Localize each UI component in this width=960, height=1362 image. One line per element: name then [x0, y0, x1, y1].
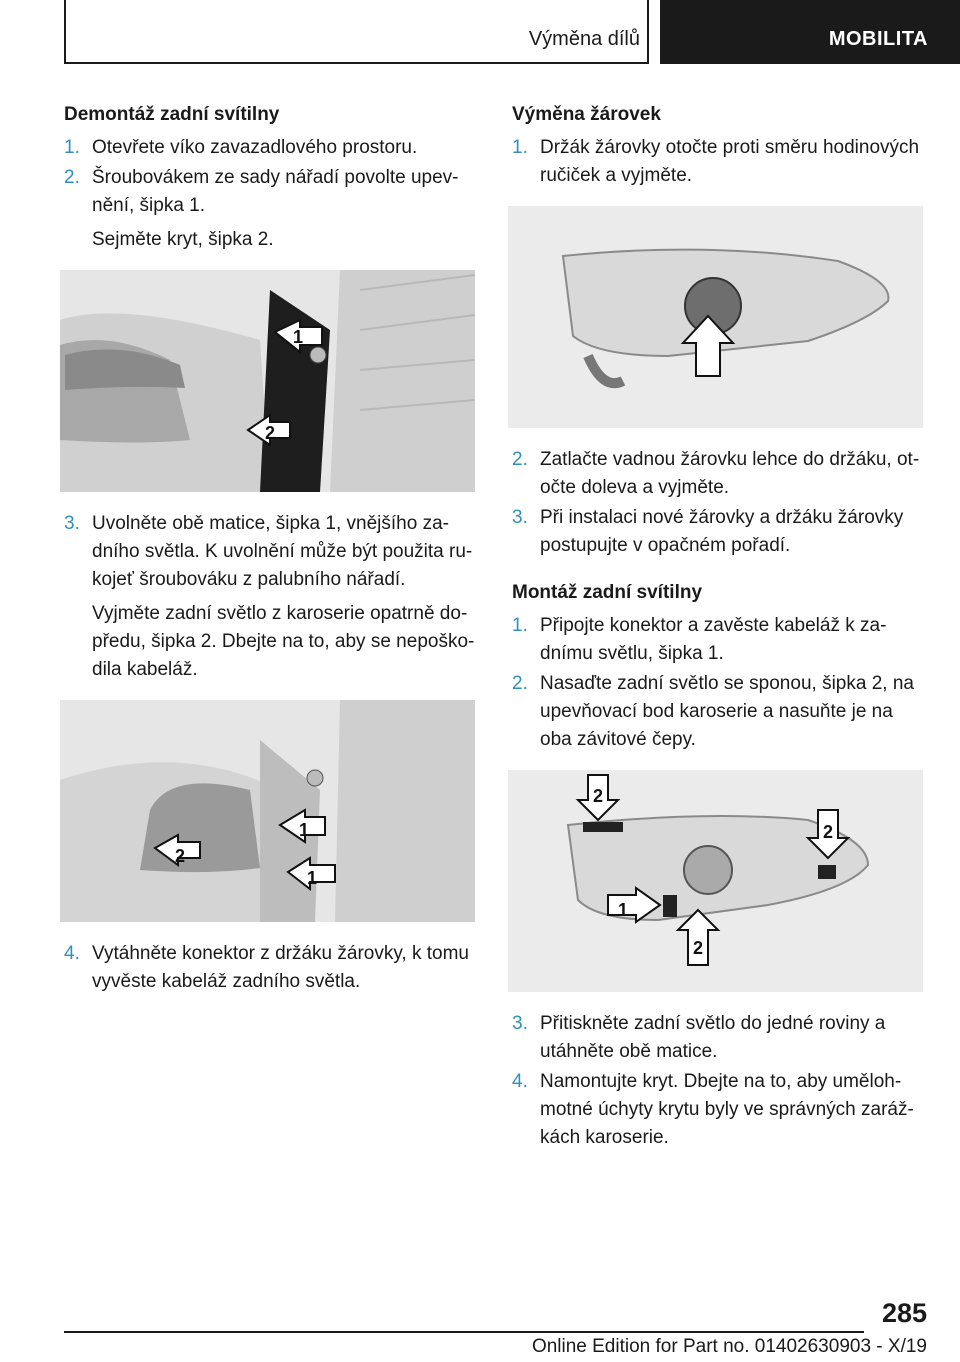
list-item [512, 1010, 927, 1066]
arrow-label: 2 [822, 822, 834, 842]
arrow-label: 2 [264, 423, 276, 443]
heading-bulbs: Výměna žárovek [512, 104, 661, 125]
list-item [512, 1068, 927, 1152]
step-text: Připojte konektor a zavěste kabeláž k zadnímu světlu, šipka 1. [540, 615, 887, 664]
illustration-svg [60, 700, 475, 922]
list-item [512, 134, 927, 190]
arrow-label: 1 [306, 868, 318, 888]
step-text: Při instalaci nové žárovky a držáku žárovky postupujte v opačném pořadí. [540, 507, 904, 556]
list-item [64, 164, 479, 254]
right-column [512, 100, 927, 1152]
step-number: 1. [512, 137, 528, 158]
step-number: 1. [64, 137, 80, 158]
arrow-label: 1 [617, 900, 629, 920]
step-text: Vytáhněte konektor z držáku žárovky, k tomu vyvěste kabeláž zadního světla. [92, 943, 470, 992]
heading-install: Montáž zadní svítilny [512, 582, 703, 603]
list-item [64, 510, 479, 684]
footer-divider [64, 1331, 864, 1333]
chapter-tab [660, 0, 960, 64]
list-item [512, 612, 927, 668]
step-text: Přitiskněte zadní světlo do jedné roviny a utáhněte obě matice. [540, 1013, 886, 1062]
section-title: Výměna dílů [528, 28, 640, 50]
edition-note: Online Edition for Part no. 01402630903 - X/19 [531, 1336, 927, 1357]
arrow-label: 2 [174, 846, 186, 866]
step-text: Šroubovákem ze sady nářadí povolte upevnění, šipka 1. [92, 167, 459, 216]
chapter-tab-label: MOBILITA [828, 28, 928, 50]
arrow-label: 1 [298, 820, 310, 840]
step-number: 4. [512, 1071, 528, 1092]
list-item [64, 940, 479, 996]
illustration-remove-cover [60, 270, 475, 492]
arrow-label: 1 [292, 327, 304, 347]
step-number: 2. [64, 167, 80, 188]
step-text: Zatlačte vadnou žárovku lehce do držáku, otočte doleva a vyjměte. [540, 449, 920, 498]
list-item [512, 446, 927, 502]
step-extra-text: Sejměte kryt, šipka 2. [92, 229, 274, 250]
step-number: 2. [512, 673, 528, 694]
left-column [64, 100, 479, 996]
list-item [512, 670, 927, 754]
step-extra-text: Vyjměte zadní světlo z karoserie opatrně dopředu, šipka 2. Dbejte na to, aby se nepoškodila kabeláž. [92, 603, 475, 680]
step-number: 4. [64, 943, 80, 964]
step-number: 3. [64, 513, 80, 534]
list-item [64, 134, 479, 162]
step-text: Držák žárovky otočte proti směru hodinových ručiček a vyjměte. [540, 137, 920, 186]
illustration-svg [508, 206, 923, 428]
page-number: 285 [881, 1298, 927, 1328]
step-text: Uvolněte obě matice, šipka 1, vnějšího zadního světla. K uvolnění může být použita rukojeť šroubováku z palubního nářadí. [92, 513, 473, 590]
list-item [512, 504, 927, 560]
step-text: Otevřete víko zavazadlového prostoru. [92, 137, 418, 158]
illustration-install-light [508, 770, 923, 992]
step-number: 1. [512, 615, 528, 636]
step-number: 3. [512, 1013, 528, 1034]
illustration-remove-light [60, 700, 475, 922]
step-text: Nasaďte zadní světlo se sponou, šipka 2, na upevňovací bod karoserie a nasuňte je na oba závitové čepy. [540, 673, 914, 750]
arrow-label: 2 [692, 938, 704, 958]
illustration-svg [508, 770, 923, 992]
heading-removal: Demontáž zadní svítilny [64, 104, 280, 125]
arrow-label: 2 [592, 786, 604, 806]
step-number: 2. [512, 449, 528, 470]
illustration-svg [60, 270, 475, 492]
illustration-bulb-holder [508, 206, 923, 428]
step-text: Namontujte kryt. Dbejte na to, aby umělohmotné úchyty krytu byly ve správných zarážkách karoserie. [540, 1071, 914, 1148]
step-number: 3. [512, 507, 528, 528]
